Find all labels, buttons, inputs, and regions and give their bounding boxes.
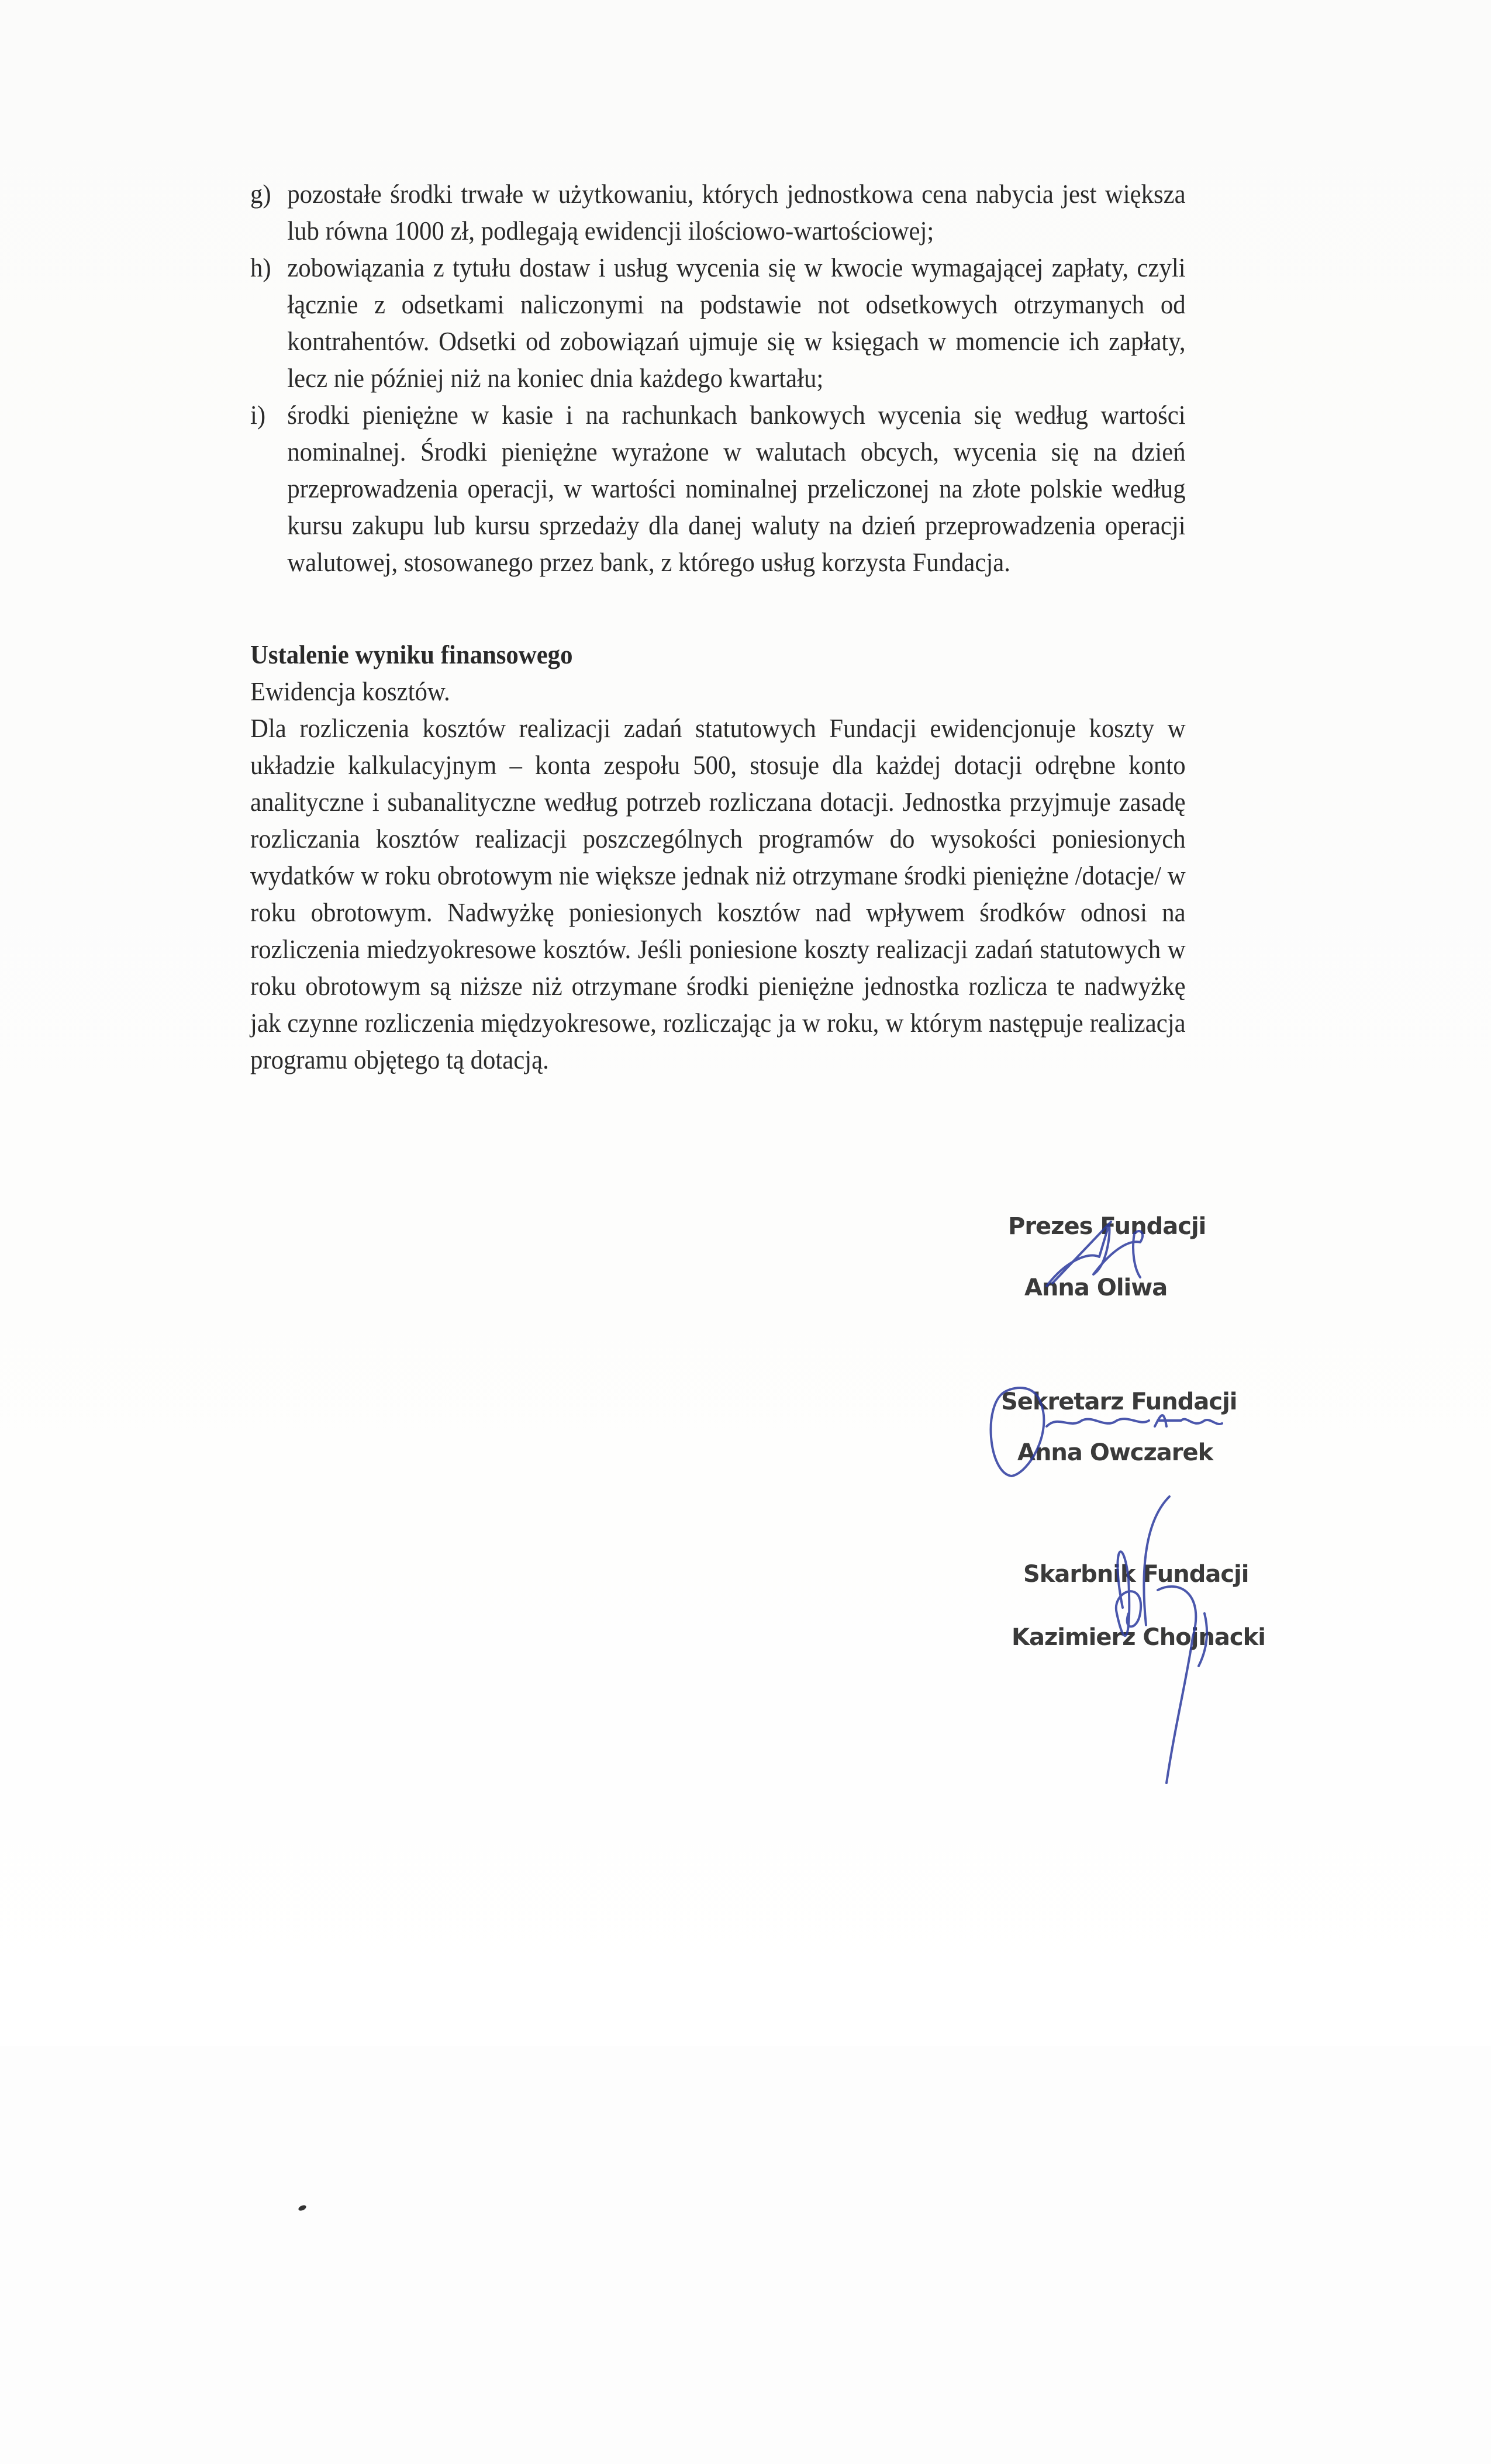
signature-name-president: Anna Oliwa: [1024, 1274, 1168, 1301]
list-item-text: pozostałe środki trwałe w użytkowaniu, których jednostkowa cena nabycia jest większa lub równa 1000 zł, podlegają ewidencji ilościowo-wartościowej;: [287, 179, 1186, 246]
signature-name-treasurer: Kazimierz Chojnacki: [1012, 1624, 1265, 1651]
list-marker: h): [250, 253, 271, 282]
list-item-text: zobowiązania z tytułu dostaw i usług wycenia się w kwocie wymagającej zapłaty, czyli łącznie z odsetkami naliczonymi na podstawie not odsetkowych otrzymanych od kontrahentów. Odsetki od zobowiązań ujmuje się w księgach w momencie ich zapłaty, lecz nie później niż na koniec dnia każdego kwartału;: [287, 253, 1186, 393]
list-item-text: środki pieniężne w kasie i na rachunkach bankowych wycenia się według wartości nominalnej. Środki pieniężne wyrażone w walutach obcych, wycenia się na dzień przeprowadzenia operacji, w wartości nominalnej przeliczonej na złote polskie według kursu zakupu lub kursu sprzedaży dla danej waluty na dzień przeprowadzenia operacji walutowej, stosowanego przez bank, z którego usług korzysta Fundacja.: [287, 400, 1186, 577]
scan-speck: [298, 2204, 307, 2211]
financial-result-section: [250, 636, 1186, 1078]
section-body: Dla rozliczenia kosztów realizacji zadań statutowych Fundacji ewidencjonuje koszty w układzie kalkulacyjnym – konta zespołu 500, stosuje dla każdej dotacji odrębne konto analityczne i subanalityczne według potrzeb rozliczana dotacji. Jednostka przyjmuje zasadę rozliczania kosztów realizacji poszczególnych programów do wysokości poniesionych wydatków w roku obrotowym nie większe jednak niż otrzymane środki pieniężne /dotacje/ w roku obrotowym. Nadwyżkę poniesionych kosztów nad wpływem środków odnosi na rozliczenia miedzyokresowe kosztów. Jeśli poniesione koszty realizacji zadań statutowych w roku obrotowym są niższe niż otrzymane środki pieniężne jednostka rozlicza te nadwyżkę jak czynne rozliczenia międzyokresowe, rozliczając ja w roku, w którym następuje realizacja programu objętego tą dotacją.: [250, 713, 1186, 1074]
list-marker: i): [250, 400, 266, 430]
section-title: Ustalenie wyniku finansowego: [250, 640, 573, 669]
signature-role-treasurer: Skarbnik Fundacji: [1023, 1561, 1249, 1588]
signature-role-president: Prezes Fundacji: [1008, 1213, 1206, 1240]
signature-name-secretary: Anna Owczarek: [1017, 1439, 1213, 1466]
document-body: [250, 175, 1186, 1078]
list-item-g: [250, 175, 1186, 249]
list-item-i: [250, 396, 1186, 580]
list-item-h: [250, 249, 1186, 396]
list-marker: g): [250, 179, 271, 209]
signature-role-secretary: Sekretarz Fundacji: [1001, 1388, 1237, 1415]
section-subtitle: Ewidencja kosztów.: [250, 676, 450, 706]
